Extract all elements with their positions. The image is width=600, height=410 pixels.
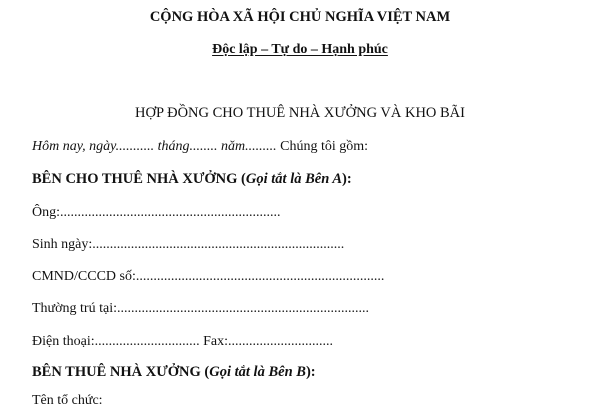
- field-address: Thường trú tại:........................................................................: [32, 301, 369, 316]
- intro-date: Hôm nay, ngày........... tháng........ năm.........: [32, 139, 277, 154]
- party-b-heading-end: ):: [305, 364, 316, 380]
- party-a-heading-end: ):: [342, 171, 352, 187]
- motto-text: Độc lập – Tự do – Hạnh phúc: [212, 42, 388, 57]
- field-ong: Ông:...............................................................: [32, 205, 281, 220]
- party-a-alias: Gọi tắt là Bên A: [245, 171, 343, 187]
- party-b-heading-text: BÊN THUÊ NHÀ XƯỞNG (: [32, 364, 210, 380]
- field-id-number: CMND/CCCD số:.......................................................................: [32, 269, 385, 284]
- intro-text: Chúng tôi gồm:: [276, 139, 369, 154]
- national-title: CỘNG HÒA XÃ HỘI CHỦ NGHĨA VIỆT NAM: [149, 9, 451, 25]
- party-b-heading: [32, 363, 316, 381]
- party-b-alias: Gọi tắt là Bên B: [209, 364, 306, 380]
- field-organization: Tên tổ chức:: [32, 393, 103, 408]
- document-title: HỢP ĐỒNG CHO THUÊ NHÀ XƯỞNG VÀ KHO BÃI: [135, 105, 465, 121]
- field-date-of-birth: Sinh ngày:........................................................................: [32, 237, 345, 252]
- party-a-heading: [32, 170, 352, 188]
- party-a-heading-text: BÊN CHO THUÊ NHÀ XƯỞNG (: [32, 171, 246, 187]
- motto: [0, 41, 600, 59]
- field-phone-fax: Điện thoại:.............................. Fax:..............................: [32, 334, 333, 349]
- intro-line: [32, 138, 368, 156]
